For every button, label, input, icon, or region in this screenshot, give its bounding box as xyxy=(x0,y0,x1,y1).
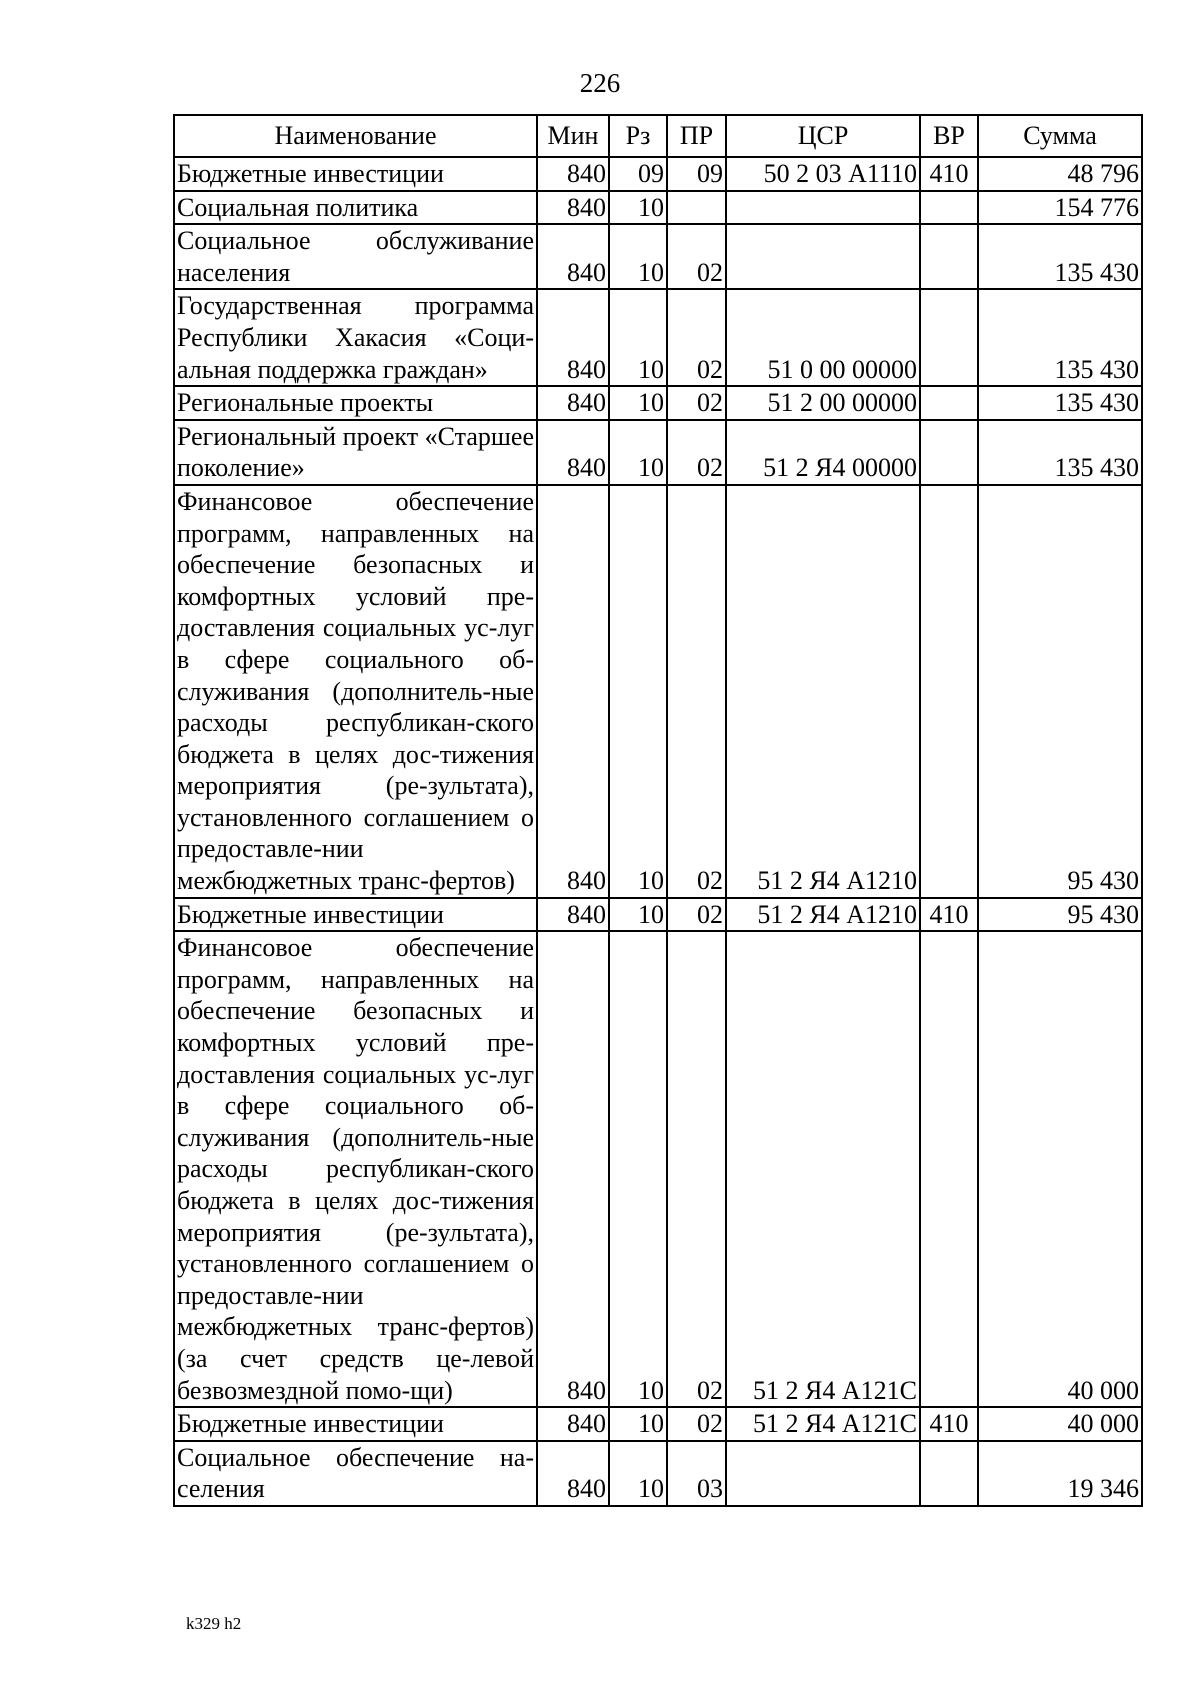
cell-pr: 02 xyxy=(667,420,726,485)
table-row xyxy=(174,386,1142,420)
cell-sum: 135 430 xyxy=(978,386,1142,420)
cell-name: Бюджетные инвестиции xyxy=(174,898,537,932)
cell-csr xyxy=(726,224,920,289)
cell-rz: 10 xyxy=(609,1407,667,1441)
cell-sum: 135 430 xyxy=(978,224,1142,289)
cell-name: Бюджетные инвестиции xyxy=(174,157,537,191)
cell-pr xyxy=(667,191,726,225)
cell-min: 840 xyxy=(537,485,609,898)
cell-rz: 10 xyxy=(609,289,667,386)
cell-rz: 10 xyxy=(609,191,667,225)
cell-name: Социальное обслуживание населения xyxy=(174,224,537,289)
cell-vr: 410 xyxy=(920,1407,978,1441)
cell-name: Социальное обеспечение на-селения xyxy=(174,1441,537,1506)
budget-table xyxy=(173,114,1143,1507)
cell-pr: 02 xyxy=(667,898,726,932)
cell-sum: 40 000 xyxy=(978,1407,1142,1441)
cell-min: 840 xyxy=(537,157,609,191)
cell-vr: 410 xyxy=(920,157,978,191)
cell-name: Финансовое обеспечение программ, направленных на обеспечение безопасных и комфортных условий пре-доставления социальных ус-луг в сфере социального об-служивания (дополнитель-ные расходы республикан-ского бюджета в целях дос-тижения мероприятия (ре-зультата), установленного соглашением о предоставле-нии межбюджетных транс-фертов) xyxy=(174,485,537,898)
cell-csr: 50 2 03 А1110 xyxy=(726,157,920,191)
cell-name: Социальная политика xyxy=(174,191,537,225)
cell-name: Финансовое обеспечение программ, направленных на обеспечение безопасных и комфортных условий пре-доставления социальных ус-луг в сфере социального об-служивания (дополнитель-ные расходы республикан-ского бюджета в целях дос-тижения мероприятия (ре-зультата), установленного соглашением о предоставле-нии межбюджетных транс-фертов) (за счет средств це-левой безвозмездной помо-щи) xyxy=(174,931,537,1407)
cell-rz: 10 xyxy=(609,420,667,485)
cell-csr: 51 2 Я4 А1210 xyxy=(726,485,920,898)
cell-pr: 09 xyxy=(667,157,726,191)
header-rz: Рз xyxy=(609,115,667,157)
cell-sum: 95 430 xyxy=(978,898,1142,932)
cell-min: 840 xyxy=(537,420,609,485)
table-row xyxy=(174,420,1142,485)
cell-vr xyxy=(920,931,978,1407)
cell-csr xyxy=(726,1441,920,1506)
header-sum: Сумма xyxy=(978,115,1142,157)
cell-rz: 09 xyxy=(609,157,667,191)
cell-csr: 51 2 Я4 А121С xyxy=(726,931,920,1407)
cell-min: 840 xyxy=(537,1407,609,1441)
cell-rz: 10 xyxy=(609,898,667,932)
cell-sum: 48 796 xyxy=(978,157,1142,191)
cell-vr xyxy=(920,485,978,898)
cell-min: 840 xyxy=(537,191,609,225)
cell-vr xyxy=(920,289,978,386)
cell-sum: 40 000 xyxy=(978,931,1142,1407)
cell-csr: 51 2 Я4 00000 xyxy=(726,420,920,485)
cell-name: Региональные проекты xyxy=(174,386,537,420)
table-row xyxy=(174,224,1142,289)
cell-min: 840 xyxy=(537,289,609,386)
cell-pr: 02 xyxy=(667,386,726,420)
cell-rz: 10 xyxy=(609,931,667,1407)
header-vr: ВР xyxy=(920,115,978,157)
cell-pr: 03 xyxy=(667,1441,726,1506)
cell-pr: 02 xyxy=(667,485,726,898)
header-csr: ЦСР xyxy=(726,115,920,157)
cell-rz: 10 xyxy=(609,485,667,898)
cell-vr xyxy=(920,1441,978,1506)
cell-name: Бюджетные инвестиции xyxy=(174,1407,537,1441)
cell-vr: 410 xyxy=(920,898,978,932)
cell-csr xyxy=(726,191,920,225)
header-min: Мин xyxy=(537,115,609,157)
cell-sum: 135 430 xyxy=(978,420,1142,485)
cell-csr: 51 2 00 00000 xyxy=(726,386,920,420)
cell-pr: 02 xyxy=(667,224,726,289)
cell-sum: 19 346 xyxy=(978,1441,1142,1506)
cell-min: 840 xyxy=(537,898,609,932)
cell-pr: 02 xyxy=(667,931,726,1407)
cell-rz: 10 xyxy=(609,224,667,289)
footer-code: k329 h2 xyxy=(186,1614,242,1633)
cell-csr: 51 2 Я4 А1210 xyxy=(726,898,920,932)
cell-name: Государственная программа Республики Хакасия «Соци-альная поддержка граждан» xyxy=(174,289,537,386)
cell-rz: 10 xyxy=(609,1441,667,1506)
cell-vr xyxy=(920,191,978,225)
cell-sum: 95 430 xyxy=(978,485,1142,898)
table-row xyxy=(174,289,1142,386)
cell-min: 840 xyxy=(537,386,609,420)
cell-csr: 51 0 00 00000 xyxy=(726,289,920,386)
table-row xyxy=(174,1407,1142,1441)
table-row xyxy=(174,898,1142,932)
page-number: 226 xyxy=(579,68,621,98)
table-row xyxy=(174,1441,1142,1506)
table-row xyxy=(174,157,1142,191)
cell-rz: 10 xyxy=(609,386,667,420)
cell-vr xyxy=(920,386,978,420)
cell-min: 840 xyxy=(537,931,609,1407)
table-row xyxy=(174,931,1142,1407)
header-pr: ПР xyxy=(667,115,726,157)
cell-csr: 51 2 Я4 А121С xyxy=(726,1407,920,1441)
cell-sum: 135 430 xyxy=(978,289,1142,386)
cell-vr xyxy=(920,420,978,485)
table-row xyxy=(174,485,1142,898)
cell-vr xyxy=(920,224,978,289)
cell-sum: 154 776 xyxy=(978,191,1142,225)
cell-min: 840 xyxy=(537,1441,609,1506)
cell-pr: 02 xyxy=(667,1407,726,1441)
cell-pr: 02 xyxy=(667,289,726,386)
cell-name: Региональный проект «Старшее поколение» xyxy=(174,420,537,485)
table-row xyxy=(174,191,1142,225)
cell-min: 840 xyxy=(537,224,609,289)
header-name: Наименование xyxy=(174,115,537,157)
table-header-row xyxy=(174,115,1142,157)
